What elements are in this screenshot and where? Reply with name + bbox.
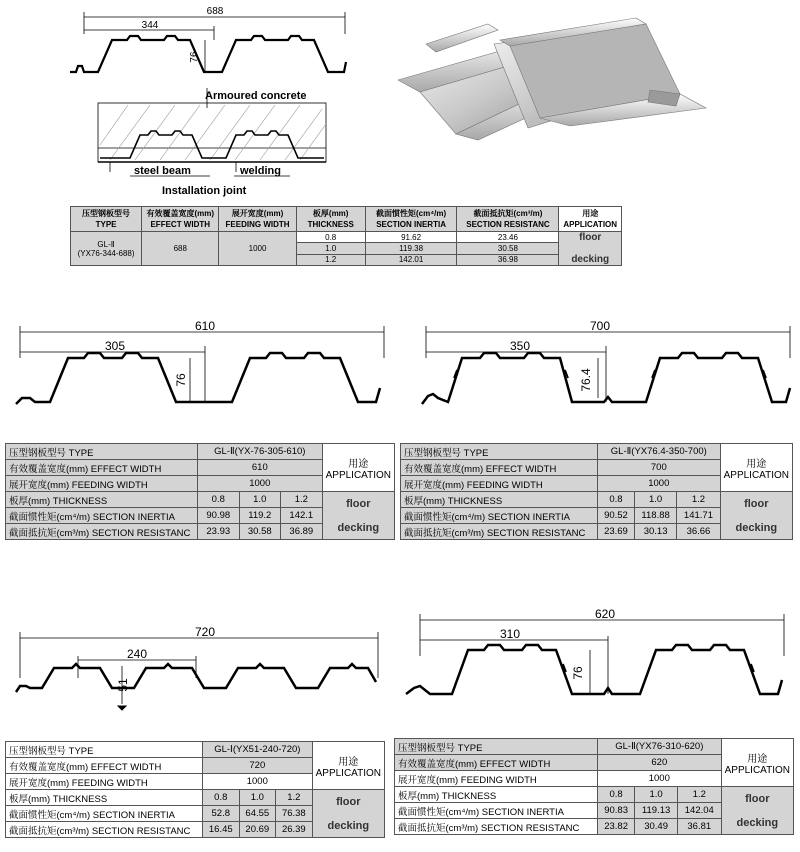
- mr-feed-label: 展开宽度(mm) FEEDING WIDTH: [401, 476, 598, 492]
- ml-thick-label: 板厚(mm) THICKNESS: [6, 492, 198, 508]
- mid-right-profile-drawing: [400, 318, 800, 428]
- inertia-2: 142.01: [365, 254, 457, 265]
- br-resist-2: 36.81: [677, 819, 721, 835]
- ml-resist-0: 23.93: [198, 524, 240, 540]
- bl-inertia-0: 52.8: [203, 806, 240, 822]
- bl-resist-label: 截面抵抗矩(cm³/m) SECTION RESISTANC: [6, 822, 203, 838]
- mid-right-spec-table: [400, 443, 793, 540]
- bl-thick-label: 板厚(mm) THICKNESS: [6, 790, 203, 806]
- bl-inertia-label: 截面惯性矩(cm⁴/m) SECTION INERTIA: [6, 806, 203, 822]
- br-thick-2: 1.2: [677, 787, 721, 803]
- br-eff-label: 有效覆盖宽度(mm) EFFECT WIDTH: [395, 755, 598, 771]
- mr-resist-2: 36.66: [677, 524, 720, 540]
- resist-2: 36.98: [457, 254, 559, 265]
- mr-app-decking: decking: [735, 521, 778, 534]
- mr-app-en: APPLICATION: [723, 469, 789, 481]
- ml-inertia-0: 90.98: [198, 508, 240, 524]
- br-dim-pitch: 310: [499, 627, 521, 641]
- th-app-en: APPLICATION: [563, 220, 618, 229]
- ml-resist-label: 截面抵抗矩(cm³/m) SECTION RESISTANC: [6, 524, 198, 540]
- br-eff-value: 620: [598, 755, 722, 771]
- ml-type-label: 压型钢板型号 TYPE: [6, 444, 198, 460]
- ml-type-value: GL-Ⅱ(YX-76-305-610): [198, 444, 323, 460]
- deck-3d-image: [398, 18, 706, 140]
- inertia-0: 91.62: [365, 232, 457, 243]
- mr-dim-total: 700: [589, 319, 611, 333]
- ml-app-decking: decking: [337, 521, 380, 534]
- br-thick-0: 0.8: [598, 787, 635, 803]
- th-eff-cn: 有效覆盖宽度(mm): [146, 209, 215, 218]
- welding-label: welding: [240, 165, 281, 177]
- th-thick-cn: 板厚(mm): [312, 209, 349, 218]
- bl-thick-2: 1.2: [276, 790, 313, 806]
- bl-app-floor: floor: [336, 795, 361, 808]
- br-dim-total: 620: [594, 607, 616, 621]
- br-app-cn: 用途: [747, 753, 768, 765]
- ml-inertia-2: 142.1: [281, 508, 323, 524]
- eff-value: 688: [142, 232, 219, 266]
- br-inertia-2: 142.04: [677, 803, 721, 819]
- ml-dim-total: 610: [194, 319, 216, 333]
- bl-feed-label: 展开宽度(mm) FEEDING WIDTH: [6, 774, 203, 790]
- th-type-cn: 压型钢板型号: [82, 209, 131, 218]
- installation-joint-label: Installation joint: [162, 185, 247, 197]
- bot-left-spec-table: [5, 741, 385, 838]
- thick-1: 1.0: [296, 243, 365, 254]
- br-type-value: GL-Ⅱ(YX76-310-620): [598, 739, 722, 755]
- bot-left-profile-drawing: [0, 618, 400, 728]
- br-inertia-1: 119.13: [635, 803, 678, 819]
- thick-0: 0.8: [296, 232, 365, 243]
- th-thick-en: THICKNESS: [307, 220, 354, 229]
- mr-type-label: 压型钢板型号 TYPE: [401, 444, 598, 460]
- br-inertia-0: 90.83: [598, 803, 635, 819]
- br-resist-0: 23.82: [598, 819, 635, 835]
- ml-thick-1: 1.0: [239, 492, 281, 508]
- mr-inertia-1: 118.88: [634, 508, 676, 524]
- mr-inertia-2: 141.71: [677, 508, 720, 524]
- bl-thick-1: 1.0: [239, 790, 276, 806]
- br-dim-height: 76: [571, 666, 585, 680]
- mr-thick-label: 板厚(mm) THICKNESS: [401, 492, 598, 508]
- th-feed-cn: 展开宽度(mm): [231, 209, 284, 218]
- mr-thick-2: 1.2: [677, 492, 720, 508]
- bl-inertia-1: 64.55: [239, 806, 276, 822]
- mr-thick-1: 1.0: [634, 492, 676, 508]
- bot-right-profile-drawing: [400, 600, 800, 710]
- br-feed-value: 1000: [598, 771, 722, 787]
- mr-resist-label: 截面抵抗矩(cm³/m) SECTION RESISTANC: [401, 524, 598, 540]
- armoured-concrete-label: Armoured concrete: [205, 90, 307, 102]
- bl-resist-2: 26.39: [276, 822, 313, 838]
- br-resist-1: 30.49: [635, 819, 678, 835]
- ml-feed-value: 1000: [198, 476, 323, 492]
- th-feed-en: FEEDING WIDTH: [225, 220, 290, 229]
- bl-app-en: APPLICATION: [315, 767, 381, 779]
- top-spec-table: [70, 206, 622, 266]
- th-inertia-cn: 截面惯性矩(cm⁴/m): [375, 209, 447, 218]
- th-inertia-en: SECTION INERTIA: [376, 220, 446, 229]
- bl-app-decking: decking: [327, 819, 370, 832]
- mr-dim-height: 76.4: [579, 368, 593, 392]
- resist-0: 23.46: [457, 232, 559, 243]
- mr-eff-label: 有效覆盖宽度(mm) EFFECT WIDTH: [401, 460, 598, 476]
- type-line1: GL-Ⅱ: [97, 239, 115, 249]
- ml-inertia-label: 截面惯性矩(cm⁴/m) SECTION INERTIA: [6, 508, 198, 524]
- ml-eff-value: 610: [198, 460, 323, 476]
- th-resist-en: SECTION RESISTANC: [466, 220, 550, 229]
- steel-beam-label: steel beam: [134, 165, 191, 177]
- bl-dim-total: 720: [194, 625, 216, 639]
- mid-left-profile-drawing: [0, 318, 400, 428]
- bl-app-cn: 用途: [338, 756, 359, 768]
- ml-app-en: APPLICATION: [325, 469, 391, 481]
- ml-eff-label: 有效覆盖宽度(mm) EFFECT WIDTH: [6, 460, 198, 476]
- bl-dim-pitch: 240: [126, 647, 148, 661]
- br-app-decking: decking: [736, 816, 779, 829]
- bl-eff-value: 720: [203, 758, 313, 774]
- mr-feed-value: 1000: [598, 476, 721, 492]
- ml-feed-label: 展开宽度(mm) FEEDING WIDTH: [6, 476, 198, 492]
- inertia-1: 119.38: [365, 243, 457, 254]
- top-dim-height: 76: [189, 51, 200, 63]
- br-app-floor: floor: [745, 792, 770, 805]
- br-inertia-label: 截面惯性矩(cm⁴/m) SECTION INERTIA: [395, 803, 598, 819]
- br-app-en: APPLICATION: [724, 764, 790, 776]
- thick-2: 1.2: [296, 254, 365, 265]
- mr-dim-pitch: 350: [509, 339, 531, 353]
- bl-inertia-2: 76.38: [276, 806, 313, 822]
- ml-dim-pitch: 305: [104, 339, 126, 353]
- th-resist-cn: 截面抵抗矩(cm³/m): [473, 209, 543, 218]
- top-dim-pitch: 344: [141, 20, 159, 31]
- ml-app-floor: floor: [346, 497, 371, 510]
- ml-thick-0: 0.8: [198, 492, 240, 508]
- ml-thick-2: 1.2: [281, 492, 323, 508]
- mr-inertia-0: 90.52: [598, 508, 635, 524]
- mr-resist-1: 30.13: [634, 524, 676, 540]
- type-line2: (YX76-344-688): [77, 248, 135, 258]
- mid-left-spec-table: [5, 443, 395, 540]
- br-thick-label: 板厚(mm) THICKNESS: [395, 787, 598, 803]
- bl-feed-value: 1000: [203, 774, 313, 790]
- th-eff-en: EFFECT WIDTH: [150, 220, 211, 229]
- ml-dim-height: 76: [174, 373, 188, 387]
- mr-type-value: GL-Ⅱ(YX76.4-350-700): [598, 444, 721, 460]
- mr-resist-0: 23.69: [598, 524, 635, 540]
- app-decking: decking: [571, 254, 610, 265]
- mr-inertia-label: 截面惯性矩(cm⁴/m) SECTION INERTIA: [401, 508, 598, 524]
- ml-resist-1: 30.58: [239, 524, 281, 540]
- br-thick-1: 1.0: [635, 787, 678, 803]
- feed-value: 1000: [219, 232, 296, 266]
- bl-thick-0: 0.8: [203, 790, 240, 806]
- bl-type-label: 压型钢板型号 TYPE: [6, 742, 203, 758]
- th-type-en: TYPE: [95, 220, 117, 229]
- bot-right-spec-table: [394, 738, 794, 835]
- br-feed-label: 展开宽度(mm) FEEDING WIDTH: [395, 771, 598, 787]
- th-app-cn: 用途: [582, 209, 599, 218]
- bl-resist-0: 16.45: [203, 822, 240, 838]
- app-floor: floor: [579, 232, 602, 243]
- br-resist-label: 截面抵抗矩(cm³/m) SECTION RESISTANC: [395, 819, 598, 835]
- ml-app-cn: 用途: [348, 458, 369, 470]
- bl-dim-height: 51: [116, 678, 130, 692]
- mr-thick-0: 0.8: [598, 492, 635, 508]
- bl-resist-1: 20.69: [239, 822, 276, 838]
- ml-resist-2: 36.89: [281, 524, 323, 540]
- mr-app-floor: floor: [744, 497, 769, 510]
- mr-eff-value: 700: [598, 460, 721, 476]
- resist-1: 30.58: [457, 243, 559, 254]
- bl-type-value: GL-Ⅰ(YX51-240-720): [203, 742, 313, 758]
- br-type-label: 压型钢板型号 TYPE: [395, 739, 598, 755]
- mr-app-cn: 用途: [746, 458, 767, 470]
- ml-inertia-1: 119.2: [239, 508, 281, 524]
- top-dim-total: 688: [206, 6, 224, 17]
- bl-eff-label: 有效覆盖宽度(mm) EFFECT WIDTH: [6, 758, 203, 774]
